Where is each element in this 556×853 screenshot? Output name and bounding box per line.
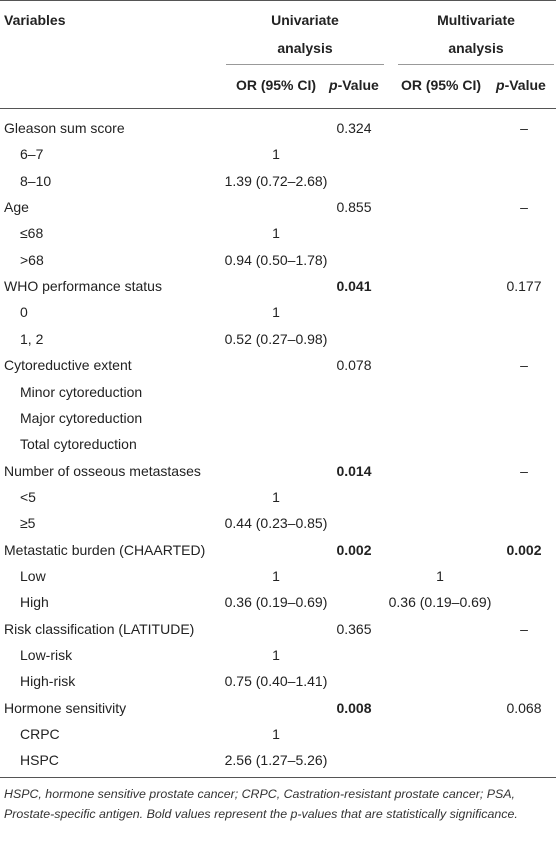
row-uni-pvalue: 0.008 — [336, 700, 372, 716]
row-label: High — [20, 594, 49, 610]
row-label: 1, 2 — [20, 331, 44, 347]
row-uni-or: 0.44 (0.23–0.85) — [224, 515, 328, 531]
row-label: WHO performance status — [4, 278, 162, 294]
row-label: Risk classification (LATITUDE) — [4, 621, 195, 637]
row-label: Major cytoreduction — [20, 410, 143, 426]
row-label: 8–10 — [20, 173, 52, 189]
row-label: 0 — [20, 304, 28, 320]
multivariate-group-rule — [398, 64, 554, 65]
row-multi-pvalue: 0.002 — [506, 542, 542, 558]
univariate-group-rule — [226, 64, 384, 65]
header-variables: Variables — [4, 12, 66, 28]
header-uni-pvalue: p-Value — [329, 77, 379, 93]
row-label: HSPC — [20, 752, 59, 768]
row-uni-or: 1.39 (0.72–2.68) — [224, 173, 328, 189]
row-uni-or: 1 — [272, 726, 280, 742]
row-uni-or: 2.56 (1.27–5.26) — [224, 752, 328, 768]
table-top-rule — [0, 0, 556, 1]
row-uni-or: 0.94 (0.50–1.78) — [224, 252, 328, 268]
row-uni-pvalue: 0.002 — [336, 542, 372, 558]
row-label: <5 — [20, 489, 36, 505]
row-label: CRPC — [20, 726, 60, 742]
row-label: >68 — [20, 252, 44, 268]
header-multivariate-line2: analysis — [448, 40, 504, 56]
table-bottom-rule — [0, 777, 556, 778]
row-label: Low — [20, 568, 46, 584]
row-multi-pvalue: – — [520, 199, 528, 215]
row-label: Cytoreductive extent — [4, 357, 132, 373]
header-univariate-line1: Univariate — [271, 12, 339, 28]
table-footnote: HSPC, hormone sensitive prostate cancer; CRPC, Castration-resistant prostate cancer; PSA, Prostate-specific antigen. Bold values represent the p-values that are statistically significance. — [4, 787, 518, 821]
row-uni-or: 1 — [272, 304, 280, 320]
row-multi-pvalue: 0.068 — [506, 700, 542, 716]
row-multi-pvalue: – — [520, 463, 528, 479]
row-uni-pvalue: 0.014 — [336, 463, 372, 479]
header-univariate-line2: analysis — [277, 40, 333, 56]
row-multi-pvalue: – — [520, 120, 528, 136]
row-label: 6–7 — [20, 146, 44, 162]
row-uni-or: 1 — [272, 146, 280, 162]
row-uni-or: 1 — [272, 225, 280, 241]
row-uni-pvalue: 0.855 — [336, 199, 372, 215]
header-multivariate-line1: Multivariate — [437, 12, 515, 28]
row-uni-or: 0.52 (0.27–0.98) — [224, 331, 328, 347]
row-multi-pvalue: – — [520, 357, 528, 373]
row-label: Gleason sum score — [4, 120, 125, 136]
row-multi-pvalue: 0.177 — [506, 278, 542, 294]
row-uni-pvalue: 0.324 — [336, 120, 372, 136]
row-label: ≥5 — [20, 515, 36, 531]
row-multi-or: 0.36 (0.19–0.69) — [388, 594, 492, 610]
row-uni-or: 1 — [272, 568, 280, 584]
row-label: Metastatic burden (CHAARTED) — [4, 542, 206, 558]
header-multi-pvalue: p-Value — [496, 77, 546, 93]
row-uni-pvalue: 0.365 — [336, 621, 372, 637]
header-multi-or: OR (95% CI) — [400, 77, 482, 93]
row-uni-or: 1 — [272, 647, 280, 663]
row-label: Low-risk — [20, 647, 73, 663]
row-uni-or: 1 — [272, 489, 280, 505]
row-label: Total cytoreduction — [20, 436, 137, 452]
row-label: Hormone sensitivity — [4, 700, 127, 716]
row-multi-or: 1 — [436, 568, 444, 584]
row-uni-or: 0.36 (0.19–0.69) — [224, 594, 328, 610]
row-label: Number of osseous metastases — [4, 463, 201, 479]
row-multi-pvalue: – — [520, 621, 528, 637]
row-uni-or: 0.75 (0.40–1.41) — [224, 673, 328, 689]
row-label: Minor cytoreduction — [20, 384, 143, 400]
header-uni-or: OR (95% CI) — [235, 77, 317, 93]
row-uni-pvalue: 0.078 — [336, 357, 372, 373]
row-uni-pvalue: 0.041 — [336, 278, 372, 294]
row-label: High-risk — [20, 673, 76, 689]
row-label: Age — [4, 199, 29, 215]
row-label: ≤68 — [20, 225, 44, 241]
header-bottom-rule — [0, 108, 556, 109]
